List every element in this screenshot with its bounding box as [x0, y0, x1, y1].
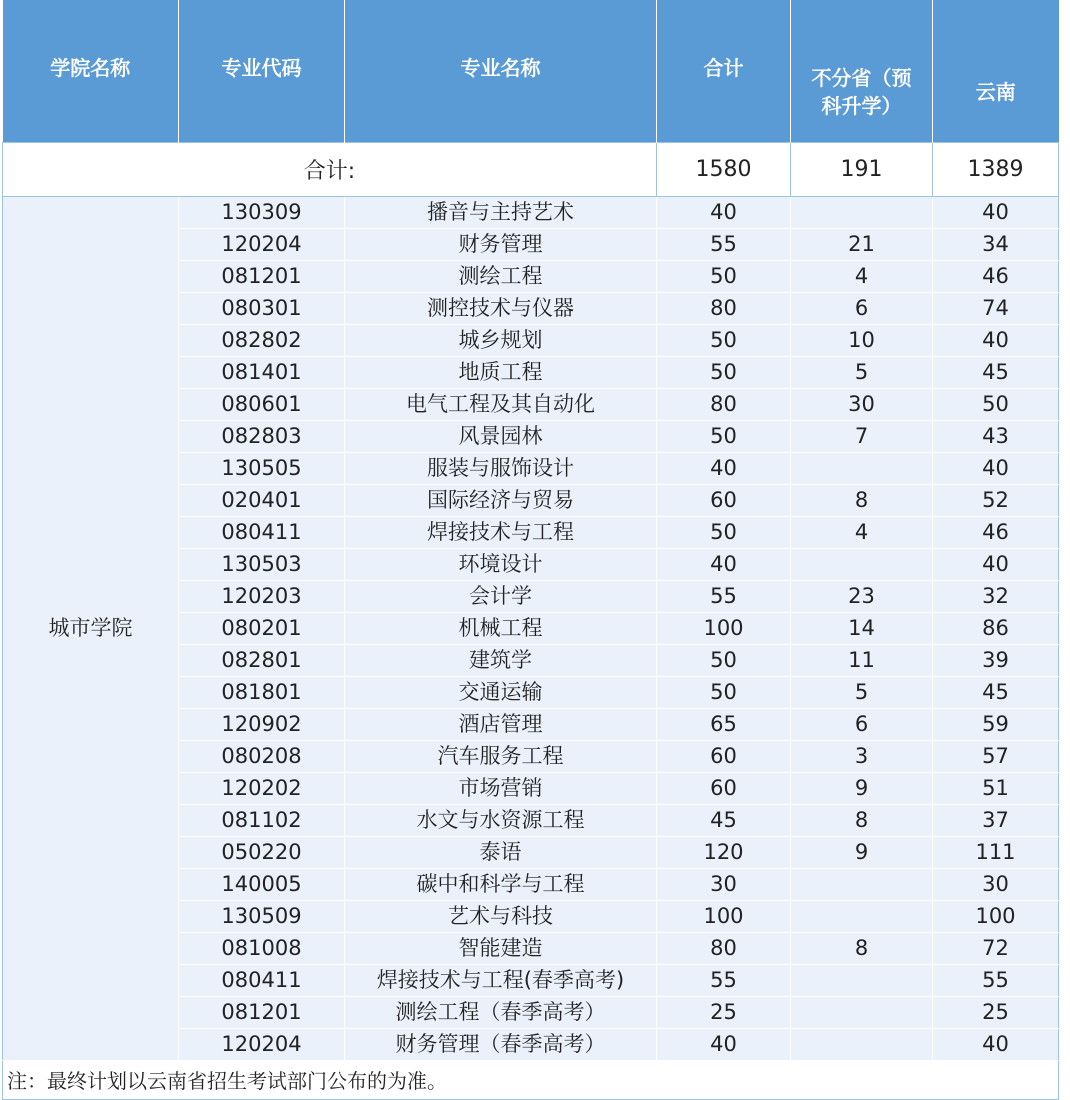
major-code: 081801: [179, 676, 345, 708]
table-row: [3, 196, 1059, 228]
major-code: 080411: [179, 516, 345, 548]
total-count: 80: [657, 388, 791, 420]
major-code: 081201: [179, 996, 345, 1028]
yunnan-count: 45: [933, 676, 1059, 708]
yunnan-count: 51: [933, 772, 1059, 804]
nonprovince-count: 7: [791, 420, 933, 452]
yunnan-count: 30: [933, 868, 1059, 900]
major-name: 市场营销: [345, 772, 657, 804]
yunnan-count: 25: [933, 996, 1059, 1028]
yunnan-count: 37: [933, 804, 1059, 836]
major-code: 120204: [179, 228, 345, 260]
nonprovince-count: [791, 452, 933, 484]
major-name: 泰语: [345, 836, 657, 868]
total-count: 30: [657, 868, 791, 900]
nonprovince-count: [791, 996, 933, 1028]
major-code: 081008: [179, 932, 345, 964]
nonprovince-count: 9: [791, 772, 933, 804]
college-name: 城市学院: [3, 196, 179, 1060]
total-count: 60: [657, 772, 791, 804]
total-count: 25: [657, 996, 791, 1028]
nonprovince-count: 8: [791, 804, 933, 836]
major-code: 120202: [179, 772, 345, 804]
major-name: 测控技术与仪器: [345, 292, 657, 324]
major-name: 风景园林: [345, 420, 657, 452]
total-count: 100: [657, 900, 791, 932]
major-name: 碳中和科学与工程: [345, 868, 657, 900]
header-yunnan: 云南: [933, 0, 1059, 142]
major-code: 082803: [179, 420, 345, 452]
major-name: 交通运输: [345, 676, 657, 708]
major-code: 080601: [179, 388, 345, 420]
nonprovince-count: [791, 1028, 933, 1060]
yunnan-count: 40: [933, 548, 1059, 580]
yunnan-count: 59: [933, 708, 1059, 740]
major-name: 测绘工程（春季高考）: [345, 996, 657, 1028]
total-count: 55: [657, 228, 791, 260]
major-code: 081201: [179, 260, 345, 292]
major-name: 智能建造: [345, 932, 657, 964]
major-code: 120203: [179, 580, 345, 612]
nonprovince-count: 4: [791, 260, 933, 292]
major-code: 080201: [179, 612, 345, 644]
major-code: 082802: [179, 324, 345, 356]
major-code: 140005: [179, 868, 345, 900]
nonprovince-count: 5: [791, 676, 933, 708]
yunnan-count: 74: [933, 292, 1059, 324]
total-nonprovince: 191: [791, 142, 933, 196]
total-count: 50: [657, 420, 791, 452]
yunnan-count: 34: [933, 228, 1059, 260]
nonprovince-count: 21: [791, 228, 933, 260]
total-count: 50: [657, 356, 791, 388]
major-name: 机械工程: [345, 612, 657, 644]
total-count: 120: [657, 836, 791, 868]
nonprovince-count: 5: [791, 356, 933, 388]
total-count: 40: [657, 452, 791, 484]
header-row: [3, 0, 1059, 142]
major-code: 130509: [179, 900, 345, 932]
major-name: 焊接技术与工程: [345, 516, 657, 548]
yunnan-count: 57: [933, 740, 1059, 772]
major-name: 环境设计: [345, 548, 657, 580]
major-name: 国际经济与贸易: [345, 484, 657, 516]
major-name: 酒店管理: [345, 708, 657, 740]
yunnan-count: 40: [933, 452, 1059, 484]
yunnan-count: 72: [933, 932, 1059, 964]
nonprovince-count: 6: [791, 708, 933, 740]
total-count: 50: [657, 676, 791, 708]
header-college: 学院名称: [3, 0, 179, 142]
major-code: 120204: [179, 1028, 345, 1060]
total-count: 45: [657, 804, 791, 836]
yunnan-count: 46: [933, 516, 1059, 548]
yunnan-count: 40: [933, 196, 1059, 228]
yunnan-count: 55: [933, 964, 1059, 996]
nonprovince-count: [791, 868, 933, 900]
major-code: 080411: [179, 964, 345, 996]
nonprovince-count: 8: [791, 484, 933, 516]
header-nonprovince-line1: 不分省（预: [811, 66, 912, 90]
header-nonprovince: [791, 0, 933, 142]
yunnan-count: 50: [933, 388, 1059, 420]
nonprovince-count: [791, 196, 933, 228]
major-code: 120902: [179, 708, 345, 740]
total-yunnan: 1389: [933, 142, 1059, 196]
nonprovince-count: 14: [791, 612, 933, 644]
nonprovince-count: 23: [791, 580, 933, 612]
yunnan-count: 100: [933, 900, 1059, 932]
header-major: 专业名称: [345, 0, 657, 142]
total-count: 55: [657, 964, 791, 996]
nonprovince-count: 6: [791, 292, 933, 324]
major-name: 城乡规划: [345, 324, 657, 356]
major-name: 财务管理（春季高考）: [345, 1028, 657, 1060]
yunnan-count: 43: [933, 420, 1059, 452]
header-nonprovince-line2: 科升学）: [821, 94, 902, 118]
total-count: 50: [657, 260, 791, 292]
major-code: 080208: [179, 740, 345, 772]
major-name: 汽车服务工程: [345, 740, 657, 772]
header-total: 合计: [657, 0, 791, 142]
total-count: 40: [657, 1028, 791, 1060]
major-code: 130503: [179, 548, 345, 580]
yunnan-count: 52: [933, 484, 1059, 516]
data-rows: [3, 196, 1059, 1060]
major-name: 会计学: [345, 580, 657, 612]
total-count: 50: [657, 644, 791, 676]
major-code: 082801: [179, 644, 345, 676]
major-name: 艺术与科技: [345, 900, 657, 932]
major-name: 财务管理: [345, 228, 657, 260]
yunnan-count: 86: [933, 612, 1059, 644]
major-code: 080301: [179, 292, 345, 324]
total-count: 40: [657, 196, 791, 228]
major-code: 130309: [179, 196, 345, 228]
yunnan-count: 46: [933, 260, 1059, 292]
footnote: 注：最终计划以云南省招生考试部门公布的为准。: [3, 1060, 1059, 1099]
total-count: 60: [657, 484, 791, 516]
total-label: 合计:: [3, 142, 657, 196]
nonprovince-count: 11: [791, 644, 933, 676]
total-count: 40: [657, 548, 791, 580]
major-name: 播音与主持艺术: [345, 196, 657, 228]
total-count: 65: [657, 708, 791, 740]
major-code: 081102: [179, 804, 345, 836]
major-name: 焊接技术与工程(春季高考): [345, 964, 657, 996]
nonprovince-count: 10: [791, 324, 933, 356]
major-code: 050220: [179, 836, 345, 868]
yunnan-count: 40: [933, 1028, 1059, 1060]
enrollment-plan-table: [2, 0, 1059, 1100]
yunnan-count: 40: [933, 324, 1059, 356]
total-count: 80: [657, 292, 791, 324]
header-code: 专业代码: [179, 0, 345, 142]
major-name: 测绘工程: [345, 260, 657, 292]
major-name: 水文与水资源工程: [345, 804, 657, 836]
total-count: 50: [657, 516, 791, 548]
yunnan-count: 45: [933, 356, 1059, 388]
nonprovince-count: 8: [791, 932, 933, 964]
total-count: 55: [657, 580, 791, 612]
total-count: 50: [657, 324, 791, 356]
nonprovince-count: 4: [791, 516, 933, 548]
nonprovince-count: 3: [791, 740, 933, 772]
major-name: 建筑学: [345, 644, 657, 676]
major-code: 081401: [179, 356, 345, 388]
major-name: 服装与服饰设计: [345, 452, 657, 484]
total-count: 60: [657, 740, 791, 772]
nonprovince-count: [791, 900, 933, 932]
yunnan-count: 32: [933, 580, 1059, 612]
nonprovince-count: [791, 964, 933, 996]
total-sum: 1580: [657, 142, 791, 196]
major-code: 020401: [179, 484, 345, 516]
total-count: 80: [657, 932, 791, 964]
nonprovince-count: [791, 548, 933, 580]
note-row: [3, 1060, 1059, 1099]
major-name: 电气工程及其自动化: [345, 388, 657, 420]
total-row: [3, 142, 1059, 196]
nonprovince-count: 30: [791, 388, 933, 420]
yunnan-count: 111: [933, 836, 1059, 868]
total-count: 100: [657, 612, 791, 644]
major-name: 地质工程: [345, 356, 657, 388]
yunnan-count: 39: [933, 644, 1059, 676]
nonprovince-count: 9: [791, 836, 933, 868]
major-code: 130505: [179, 452, 345, 484]
